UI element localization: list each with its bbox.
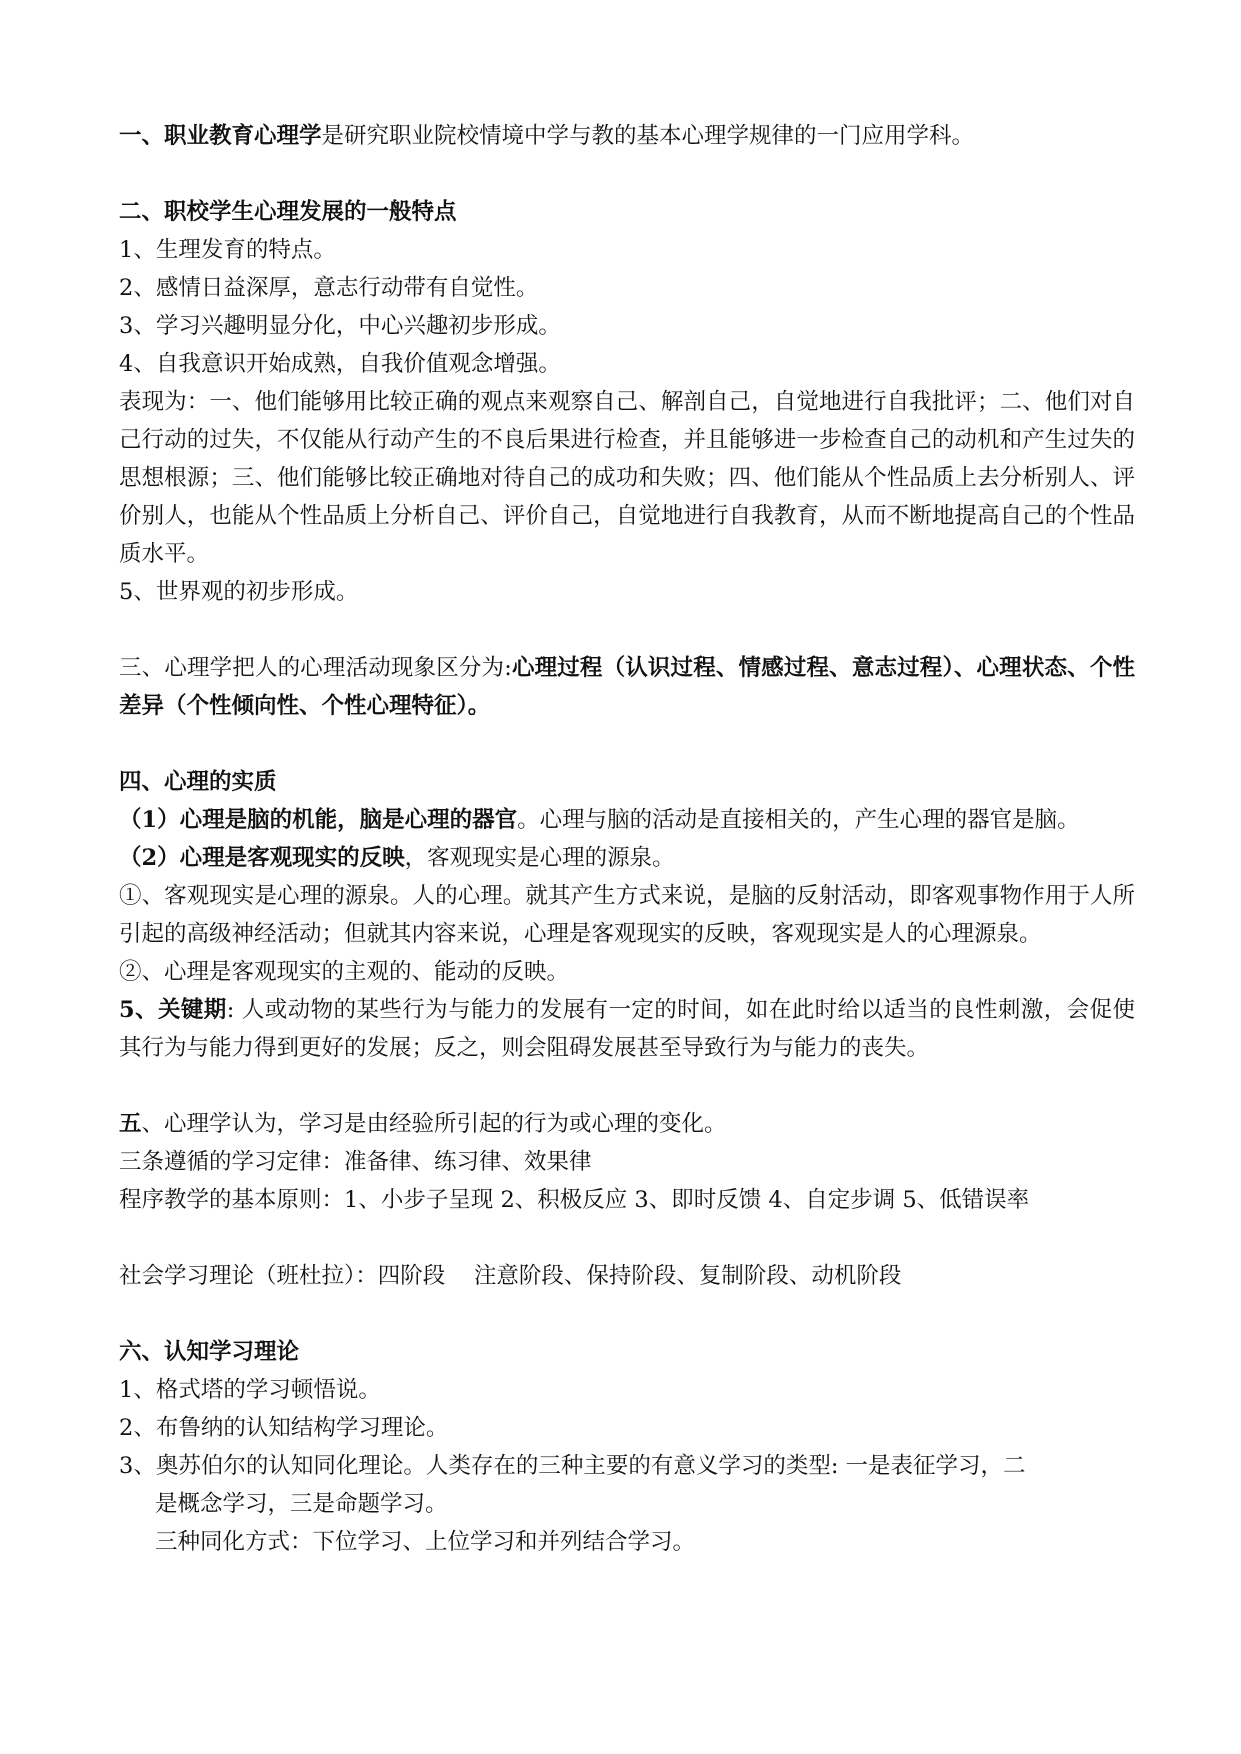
section-3-bold: 心理过程（认识过程、情感过程、意志过程）、心理状态、个性差异（个性倾向性、个性心理特征）。	[119, 655, 1135, 719]
section-4-point-1	[119, 801, 1135, 839]
critical-period-text: : 人或动物的某些行为与能力的发展有一定的时间，如在此时给以适当的良性刺激，会促使其行为与能力得到更好的发展；反之，则会阻碍发展甚至导致行为与能力的丧失。	[119, 997, 1135, 1061]
section-6-heading: 六、认知学习理论	[119, 1339, 300, 1365]
document-page	[119, 117, 1135, 1561]
section-2-item-4: 4、自我意识开始成熟，自我价值观念增强。	[119, 351, 561, 377]
spacer	[119, 1067, 1135, 1105]
section-5-social-learning: 社会学习理论（班杜拉）：四阶段 注意阶段、保持阶段、复制阶段、动机阶段	[119, 1263, 902, 1289]
section-4-point-1-bold: （1）心理是脑的机能，脑是心理的器官	[119, 807, 518, 833]
section-6-item-3-continued: 是概念学习，三是命题学习。	[155, 1491, 448, 1517]
section-1-text: 是研究职业院校情境中学与教的基本心理学规律的一门应用学科。	[321, 123, 975, 149]
section-3-paragraph	[119, 649, 1135, 725]
section-2-item-2: 2、感情日益深厚，意志行动带有自觉性。	[119, 275, 539, 301]
spacer	[119, 725, 1135, 763]
section-4-point-4: ②、心理是客观现实的主观的、能动的反映。	[119, 959, 570, 985]
section-2-item-1: 1、生理发育的特点。	[119, 237, 336, 263]
section-4-point-2-text: ，客观现实是心理的源泉。	[404, 845, 675, 871]
section-3-text: 三、心理学把人的心理活动现象区分为:	[119, 655, 512, 681]
section-1-definition	[119, 117, 1135, 155]
section-6-assimilation-modes: 三种同化方式：下位学习、上位学习和并列结合学习。	[155, 1529, 696, 1555]
section-4-point-1-text: 。心理与脑的活动是直接相关的，产生心理的器官是脑。	[517, 807, 1080, 833]
section-4-point-2	[119, 839, 1135, 877]
spacer	[119, 1219, 1135, 1257]
section-5-definition	[119, 1105, 1135, 1143]
section-5-number: 五	[119, 1111, 142, 1137]
spacer	[119, 155, 1135, 193]
section-4-heading: 四、心理的实质	[119, 769, 277, 795]
section-6-item-3: 3、奥苏伯尔的认知同化理论。人类存在的三种主要的有意义学习的类型: 一是表征学习，二	[119, 1453, 1026, 1479]
section-4-point-3: ①、客观现实是心理的源泉。人的心理。就其产生方式来说，是脑的反射活动，即客观事物作用于人所引起的高级神经活动；但就其内容来说，心理是客观现实的反映，客观现实是人的心理源泉。	[119, 883, 1135, 947]
section-6-item-1: 1、格式塔的学习顿悟说。	[119, 1377, 381, 1403]
section-5-laws: 三条遵循的学习定律：准备律、练习律、效果律	[119, 1149, 592, 1175]
section-6-item-2: 2、布鲁纳的认知结构学习理论。	[119, 1415, 449, 1441]
section-2-item-3: 3、学习兴趣明显分化，中心兴趣初步形成。	[119, 313, 561, 339]
section-1-term: 一、职业教育心理学	[119, 123, 322, 149]
section-2-expression-paragraph: 表现为：一、他们能够用比较正确的观点来观察自己、解剖自己，自觉地进行自我批评；二、他们对自己行动的过失，不仅能从行动产生的不良后果进行检查，并且能够进一步检查自己的动机和产生过失的思想根源；三、他们能够比较正确地对待自己的成功和失败；四、他们能从个性品质上去分析别人、评价别人，也能从个性品质上分析自己、评价自己，自觉地进行自我教育，从而不断地提高自己的个性品质水平。	[119, 389, 1135, 567]
section-4-critical-period	[119, 991, 1135, 1067]
critical-period-term: 5、关键期	[119, 997, 227, 1023]
spacer	[119, 611, 1135, 649]
section-2-item-5: 5、世界观的初步形成。	[119, 579, 359, 605]
section-2-heading: 二、职校学生心理发展的一般特点	[119, 199, 457, 225]
section-5-principles: 程序教学的基本原则：1、小步子呈现 2、积极反应 3、即时反馈 4、自定步调 5、低错误率	[119, 1187, 1030, 1213]
spacer	[119, 1295, 1135, 1333]
section-4-point-2-bold: （2）心理是客观现实的反映	[119, 845, 405, 871]
section-5-text: 、心理学认为，学习是由经验所引起的行为或心理的变化。	[141, 1111, 727, 1137]
